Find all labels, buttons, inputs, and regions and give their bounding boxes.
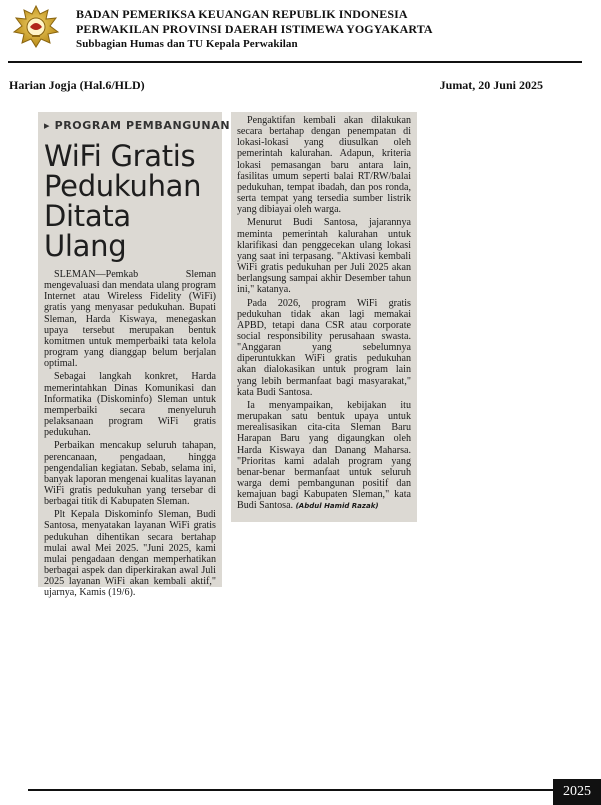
paragraph: Perbaikan mencakup seluruh tahapan, perencanaan, pengadaan, hingga pengendalian kegiatan. Sebab, selama ini, banyak laporan mengenai kualitas layanan WiFi gratis pedukuhan yang tersebar di berbagai titik di Kabupaten Sleman. <box>44 440 216 508</box>
org-name: BADAN PEMERIKSA KEUANGAN REPUBLIK INDONESIA <box>76 7 408 21</box>
paragraph: Menurut Budi Santosa, jajarannya meminta pemerintah kalurahan untuk klarifikasi dan penggecekan ulang lokasi yang saat ini terpasang. "Aktivasi kembali WiFi gratis pedukuhan per Juli 2025 akan berlangsung sampai akhir Desember tahun ini," katanya. <box>237 217 411 296</box>
bpk-logo <box>10 2 62 52</box>
paragraph-text: Ia menyampaikan, kebijakan itu merupakan satu bentuk upaya untuk merealisasikan cita-cita Sleman Baru Harapan Baru yang digaungkan oleh Harda Kiswaya dan Danang Maharsa. "Prioritas kami adalah program yang benar-benar bermanfaat untuk seluruh warga demi pembangunan positif dan kemajuan bagi Kabupaten Sleman," kata Budi Santosa. <box>237 399 411 512</box>
article-kicker <box>44 119 231 132</box>
footer-year: 2025 <box>553 779 601 805</box>
paragraph: SLEMAN—Pemkab Sleman mengevaluasi dan mendata ulang program Internet atau Wireless Fidelity (WiFi) gratis yang menyasar pedukuhan. Bupati Sleman, Harda Kiswaya, menegaskan upaya tersebut merupakan bentuk komitmen untuk memperbaiki tata kelola program yang dianggap belum berjalan optimal. <box>44 269 216 370</box>
clipping-column-2 <box>231 112 417 522</box>
org-subdivision: Subbagian Humas dan TU Kepala Perwakilan <box>76 38 298 50</box>
newspaper-source: Harian Jogja (Hal.6/HLD) <box>9 78 145 92</box>
organization-header <box>76 7 433 52</box>
article-body-col2 <box>237 115 411 512</box>
footer-divider <box>28 789 553 791</box>
kicker-label: PROGRAM PEMBANGUNAN <box>54 119 231 132</box>
paragraph: Plt Kepala Diskominfo Sleman, Budi Santosa, menyatakan layanan WiFi gratis pedukuhan dihentikan secara bertahap mulai awal Mei 2025. "Juni 2025, kami mulai pengadaan dengan memperhatikan berbagai aspek dan diperkirakan awal Juli 2025 layanan WiFi akan kembali aktif," ujarnya, Kamis (19/6). <box>44 509 216 599</box>
org-office: PERWAKILAN PROVINSI DAERAH ISTIMEWA YOGYAKARTA <box>76 22 433 36</box>
paragraph: Pengaktifan kembali akan dilakukan secara bertahap dengan penempatan di lokasi-lokasi yang diusulkan oleh pemerintah kalurahan. Adapun, kriteria lokasi pemasangan baru antara lain, fasilitas umum seperti balai RT/RW/balai pedukuhan, tempat ibadah, dan pos ronda, serta tempat yang tersedia sumber listrik yang dibiayai oleh warga. <box>237 115 411 216</box>
article-headline: WiFi Gratis Pedukuhan Ditata Ulang <box>44 139 202 263</box>
triangle-bullet-icon: ▸ <box>44 119 55 132</box>
paragraph: Pada 2026, program WiFi gratis pedukuhan tidak akan lagi memakai APBD, tetapi dana CSR atau corporate social responsibility perusahaan swasta. "Anggaran yang sebelumnya diperuntukkan WiFi gratis pedukuhan akan dialokasikan untuk program lain yang lebih bermanfaat bagi masyarakat," kata Budi Santosa. <box>237 297 411 398</box>
clipping-column-1 <box>38 112 231 599</box>
publication-date: Jumat, 20 Juni 2025 <box>439 78 543 92</box>
article-body-col1 <box>44 269 216 599</box>
garuda-emblem-icon <box>10 2 62 52</box>
paragraph <box>237 400 411 513</box>
paragraph: Sebagai langkah konkret, Harda memerintahkan Dinas Komunikasi dan Informatika (Diskominfo) Sleman untuk memperbaiki secara menyeluruh pelaksanaan program WiFi gratis pedukuhan. <box>44 371 216 439</box>
header-divider <box>8 61 582 63</box>
article-byline: (Abdul Hamid Razak) <box>295 502 379 511</box>
